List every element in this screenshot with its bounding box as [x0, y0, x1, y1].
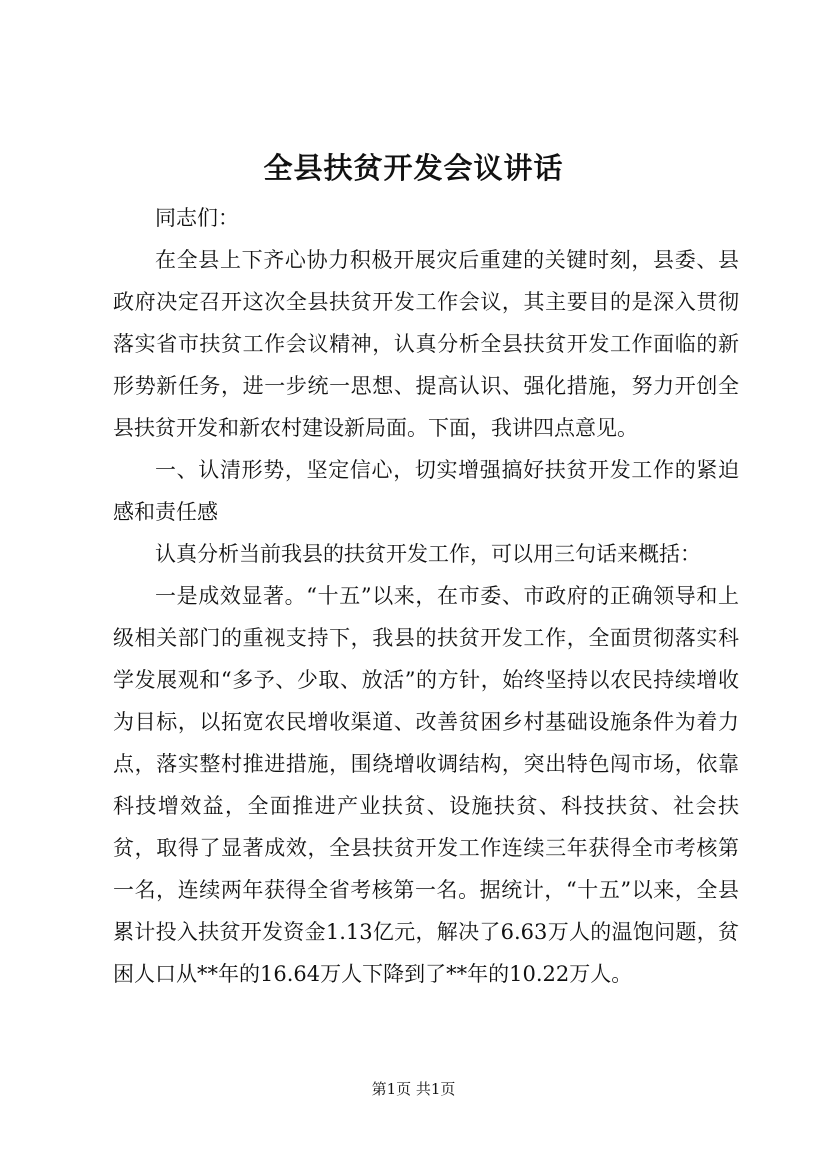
page-footer: 第1页 共1页 [371, 1080, 456, 1098]
document-body [113, 197, 739, 995]
section-heading-paragraph: 一、认清形势，坚定信心，切实增强搞好扶贫开发工作的紧迫感和责任感 [113, 458, 739, 524]
summary-paragraph: 认真分析当前我县的扶贫开发工作，可以用三句话来概括： [155, 542, 701, 566]
document-title: 全县扶贫开发会议讲话 [263, 151, 564, 185]
salutation-paragraph: 同志们： [155, 206, 239, 230]
intro-paragraph: 在全县上下齐心协力积极开展灾后重建的关键时刻，县委、县政府决定召开这次全县扶贫开发工作会议，其主要目的是深入贯彻落实省市扶贫工作会议精神，认真分析全县扶贫开发工作面临的新形势新任务，进一步统一思想、提高认识、强化措施，努力开创全县扶贫开发和新农村建设新局面。下面，我讲四点意见。 [113, 248, 739, 440]
achievements-paragraph: 一是成效显著。“十五”以来，在市委、市政府的正确领导和上级相关部门的重视支持下，我县的扶贫开发工作，全面贯彻落实科学发展观和“多予、少取、放活”的方针，始终坚持以农民持续增收为目标，以拓宽农民增收渠道、改善贫困乡村基础设施条件为着力点，落实整村推进措施，围绕增收调结构，突出特色闯市场，依靠科技增效益，全面推进产业扶贫、设施扶贫、科技扶贫、社会扶贫，取得了显著成效，全县扶贫开发工作连续三年获得全市考核第一名，连续两年获得全省考核第一名。据统计，“十五”以来，全县累计投入扶贫开发资金1.13亿元，解决了6.63万人的温饱问题，贫困人口从**年的16.64万人下降到了**年的10.22万人。 [113, 584, 739, 986]
